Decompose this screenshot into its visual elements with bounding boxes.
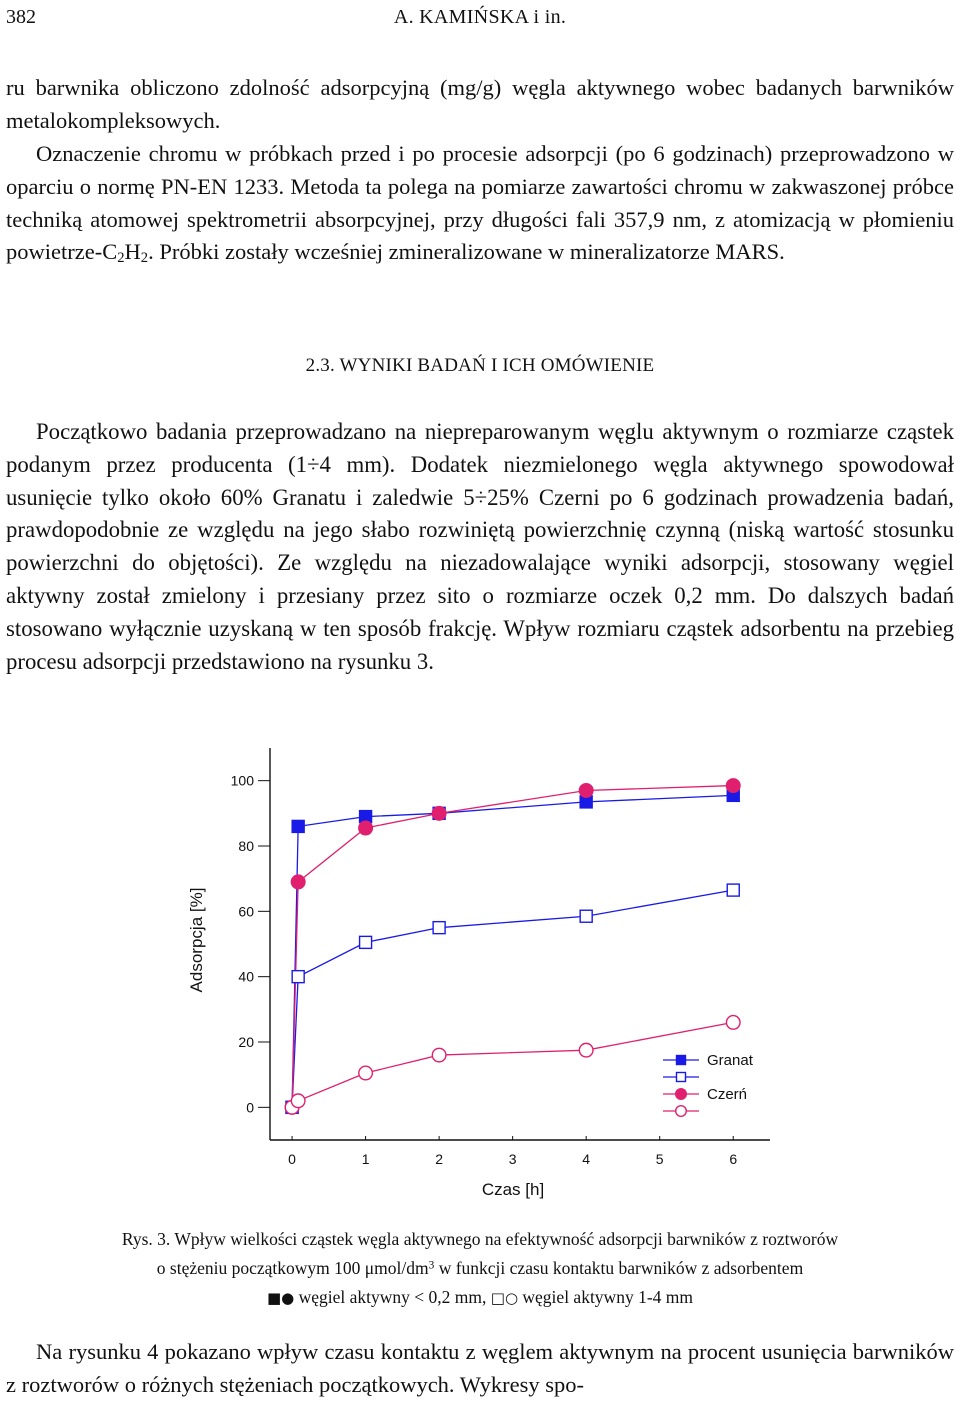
y-tick-label: 80 (238, 838, 254, 854)
chart-ticks (231, 773, 738, 1167)
legend-marker-3 (676, 1089, 687, 1100)
filled-marker-symbols: ■● (266, 1289, 295, 1307)
page-header (0, 0, 960, 40)
page-number: 382 (6, 6, 36, 28)
paragraph-2-text-c: . Próbki zostały wcześniej zmineralizowane w mineralizatorze MARS. (148, 239, 785, 265)
paragraph-4: Na rysunku 4 pokazano wpływ czasu kontaktu z węglem aktywnym na procent usunięcia barwników z roztworów o różnych stężeniach początkowych. Wykresy spo- (6, 1339, 954, 1397)
legend-marker-4 (676, 1106, 687, 1117)
figure-caption (0, 1225, 960, 1313)
series-line-2 (292, 890, 733, 1107)
legend-marker-2 (677, 1073, 686, 1082)
figure-3 (170, 740, 810, 1210)
open-marker-symbols: □○ (490, 1289, 519, 1307)
legend-label-3: Czerń (707, 1086, 748, 1103)
caption-superscript: 3 (428, 1259, 435, 1272)
series-3-point (432, 807, 446, 821)
x-tick-label: 6 (729, 1151, 738, 1167)
running-title: A. KAMIŃSKA i in. (393, 6, 567, 28)
series-3-point (726, 779, 740, 793)
series-3-point (291, 875, 305, 889)
y-tick-label: 0 (246, 1099, 254, 1116)
x-tick-label: 1 (361, 1151, 370, 1167)
series-3-point (359, 821, 373, 835)
paragraph-2-text-a: Oznaczenie chromu w próbkach przed i po procesie adsorpcji (po 6 godzinach) przeprowadzono w oparciu o normę PN-EN 1233. Metoda ta polega na pomiarze zawartości chromu w zakwaszonej próbce techniką atomowej spektrometrii absorpcyjnej, przy długości fali 357,9 nm, z atomizacją w płomieniu powietrze-C (6, 141, 954, 265)
paragraph-1: ru barwnika obliczono zdolność adsorpcyjną (mg/g) węgla aktywnego wobec badanych barwników metalokompleksowych. (6, 75, 954, 133)
caption-line-3 (0, 1283, 960, 1313)
legend-label-1: Granat (707, 1052, 753, 1069)
x-tick-label: 4 (582, 1151, 591, 1167)
y-tick-label: 100 (230, 772, 254, 789)
caption-line-2-a: o stężeniu początkowym 100 μmol/dm (156, 1258, 429, 1278)
section-heading: 2.3. WYNIKI BADAŃ I ICH OMÓWIENIE (305, 355, 655, 376)
x-tick-label: 5 (655, 1151, 664, 1167)
series-2-point (433, 922, 445, 934)
y-tick-label: 60 (238, 903, 254, 920)
paragraph-3: Początkowo badania przeprowadzano na niepreparowanym węglu aktywnym o rozmiarze cząstek podanym przez producenta (1÷4 mm). Dodatek niezmielonego węgla aktywnego spowodował usunięcie tylko około 60% Granatu i zaledwie 5÷25% Czerni po 6 godzinach prowadzenia badań, prawdopodobnie ze względu na jego słabo rozwiniętą powierzchnię czynną (niską wartość stosunku powierzchni do objętości). Ze względu na niezadowalające wyniki adsorpcji, stosowany węgiel aktywny został zmielony i przesiany przez sito o rozmiarze oczek 0,2 mm. Do dalszych badań stosowano wyłącznie uzyskaną w ten sposób frakcję. Wpływ rozmiaru cząstek adsorbentu na przebieg procesu adsorpcji przedstawiono na rysunku 3. (6, 419, 954, 674)
paragraph-2 (6, 138, 954, 269)
legend-marker-1 (677, 1056, 686, 1065)
subscript-2a: 2 (117, 250, 125, 267)
series-3-point (579, 784, 593, 798)
subscript-2b: 2 (140, 250, 149, 267)
chart-series-lines (292, 786, 733, 1108)
series-4-point (432, 1048, 446, 1062)
y-axis-label: Adsorpcja [%] (187, 887, 206, 993)
y-tick-label: 40 (238, 968, 254, 985)
x-tick-label: 0 (288, 1151, 296, 1167)
chart-legend (663, 1052, 754, 1116)
x-tick-label: 3 (508, 1151, 517, 1167)
caption-line-1: Rys. 3. Wpływ wielkości cząstek węgla aktywnego na efektywność adsorpcji barwników z roztworów (121, 1229, 839, 1249)
series-2-point (580, 910, 592, 922)
series-2-point (727, 884, 739, 896)
series-4-point (726, 1016, 740, 1030)
series-2-point (360, 936, 372, 948)
series-4-point (579, 1043, 593, 1057)
caption-line-3-a: węgiel aktywny < 0,2 mm, (294, 1287, 491, 1307)
series-1-point (292, 820, 304, 832)
x-tick-label: 2 (435, 1151, 444, 1167)
chart-markers (285, 779, 740, 1114)
x-axis-label: Czas [h] (481, 1180, 545, 1199)
adsorption-chart (170, 740, 810, 1210)
caption-line-2-b: w funkcji czasu kontaktu barwników z adsorbentem (434, 1258, 804, 1278)
caption-line-3-b: węgiel aktywny 1-4 mm (518, 1287, 693, 1307)
paragraph-2-text-b: H (124, 239, 141, 265)
caption-line-2 (0, 1254, 960, 1283)
series-4-point (291, 1094, 305, 1108)
series-4-point (359, 1066, 373, 1080)
y-tick-label: 20 (238, 1034, 254, 1050)
series-2-point (292, 971, 304, 983)
